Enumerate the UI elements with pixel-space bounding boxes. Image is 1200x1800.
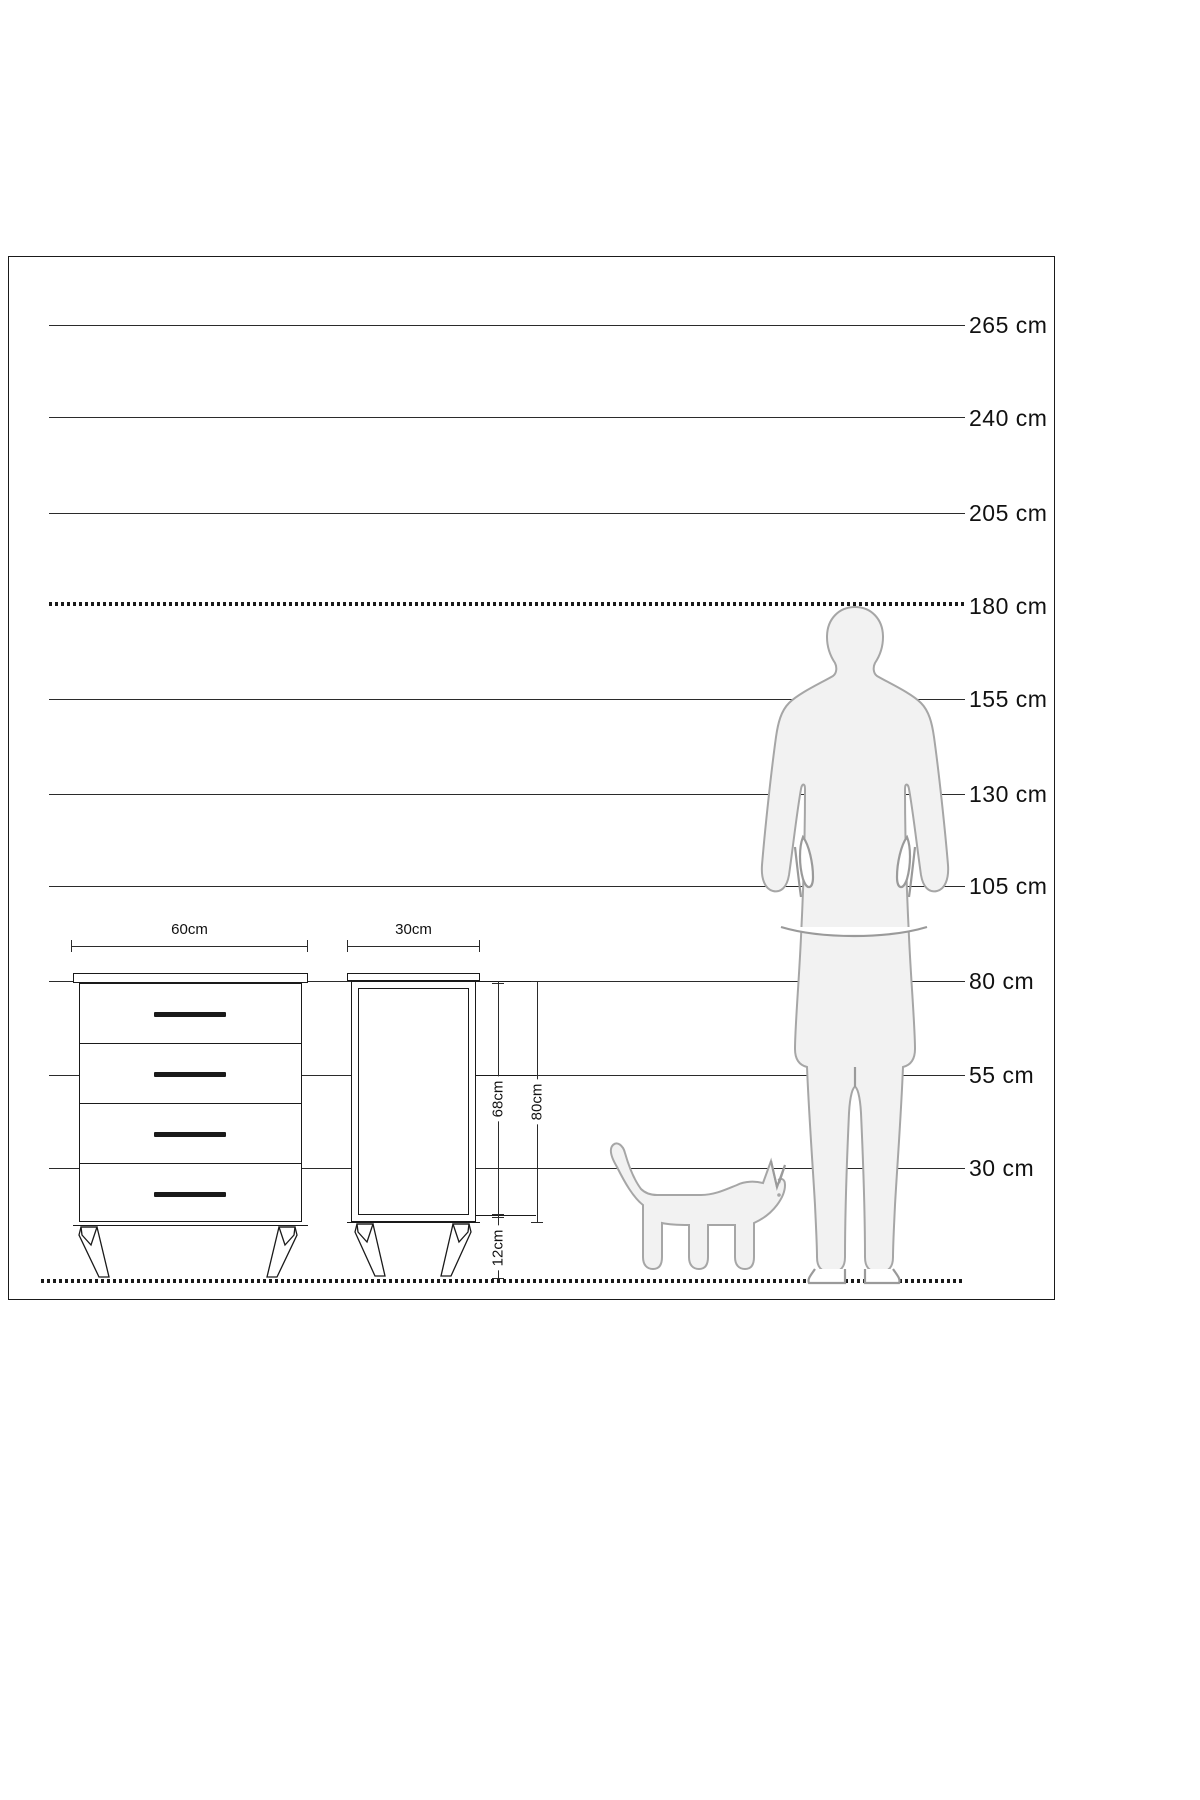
- scale-label-205: 205 cm: [969, 500, 1048, 526]
- cabinet-door[interactable]: [358, 988, 469, 1215]
- chest-top-panel: [73, 973, 308, 983]
- scale-label-80: 80 cm: [969, 968, 1035, 994]
- scale-label-55: 55 cm: [969, 1062, 1035, 1088]
- diagram-frame: [8, 256, 1055, 1300]
- dimension-cabinet-width: [347, 921, 480, 952]
- dimension-inner-height: [489, 983, 507, 1215]
- scale-label-240: 240 cm: [969, 405, 1048, 431]
- dimension-leg-height: [489, 1217, 507, 1279]
- scale-label-105: 105 cm: [969, 873, 1048, 899]
- scale-line-205: [49, 513, 965, 514]
- scale-label-130: 130 cm: [969, 781, 1048, 807]
- chest-drawer-3-handle[interactable]: [154, 1132, 226, 1137]
- dimension-body-height: [528, 981, 546, 1223]
- scale-label-155: 155 cm: [969, 686, 1048, 712]
- dimension-chest-width: [71, 921, 308, 952]
- chest-drawer-3[interactable]: [80, 1104, 301, 1164]
- chest-drawer-4-handle[interactable]: [154, 1192, 226, 1197]
- cat-silhouette: [609, 1137, 829, 1285]
- chest-legs: [69, 1225, 314, 1283]
- dimension-inner-height-label: 68cm: [489, 1077, 508, 1122]
- chest-drawer-4[interactable]: [80, 1164, 301, 1222]
- chest-drawer-2[interactable]: [80, 1044, 301, 1104]
- chest-body: [79, 983, 302, 1222]
- dimension-body-height-label: 80cm: [528, 1080, 547, 1125]
- cabinet-top-panel: [347, 973, 480, 981]
- scale-line-240: [49, 417, 965, 418]
- chest-drawer-2-handle[interactable]: [154, 1072, 226, 1077]
- dimension-cabinet-width-label: 30cm: [389, 921, 438, 938]
- cabinet-legs: [345, 1222, 485, 1280]
- extension-line-top: [476, 981, 536, 982]
- dimension-chest-width-label: 60cm: [165, 921, 214, 938]
- extension-line-inner-bottom: [476, 1215, 536, 1216]
- chest-drawer-1[interactable]: [80, 984, 301, 1044]
- chest-drawer-1-handle[interactable]: [154, 1012, 226, 1017]
- scale-label-30: 30 cm: [969, 1155, 1035, 1181]
- scale-label-265: 265 cm: [969, 312, 1048, 338]
- scale-label-180: 180 cm: [969, 593, 1048, 619]
- scale-line-265: [49, 325, 965, 326]
- dimension-leg-height-label: 12cm: [489, 1226, 508, 1271]
